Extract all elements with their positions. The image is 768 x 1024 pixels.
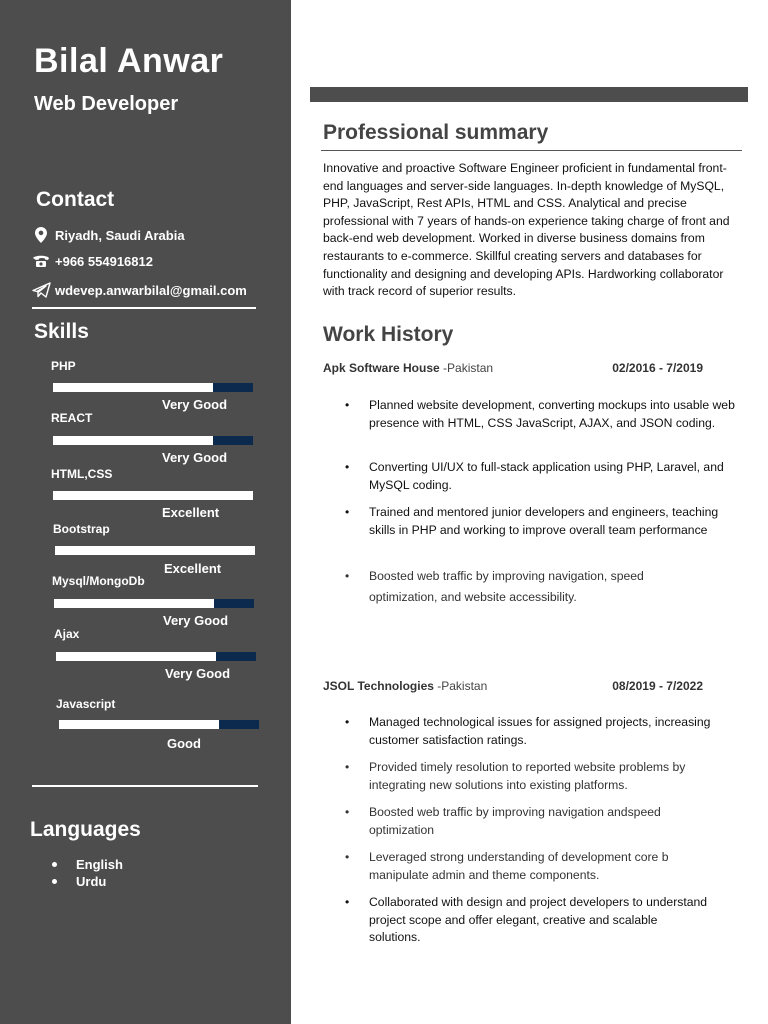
contact-email — [30, 282, 247, 298]
location-text: Riyadh, Saudi Arabia — [55, 227, 185, 243]
contact-location — [30, 227, 185, 243]
job-dates: 02/2016 - 7/2019 — [612, 361, 703, 375]
bullet-icon — [52, 879, 57, 884]
list-item: • Provided timely resolution to reported website problems by integrating new solutions into existing platforms. — [345, 760, 686, 792]
bullet-icon — [52, 862, 57, 867]
skill-bar — [53, 436, 253, 445]
work-history-heading: Work History — [323, 323, 454, 346]
list-item: • Managed technological issues for assigned projects, increasing customer satisfaction ratings. — [345, 715, 711, 747]
skill-rating: Very Good — [165, 666, 231, 681]
skill-bar — [53, 491, 253, 500]
skill-name: Ajax — [54, 627, 80, 641]
skill-rating: Excellent — [164, 561, 222, 576]
language-item: English — [52, 856, 123, 873]
language-item: Urdu — [52, 873, 123, 890]
skills-heading: Skills — [34, 320, 89, 343]
skill-bar-fill — [213, 436, 253, 445]
skill-name: HTML,CSS — [51, 467, 113, 481]
skill-bar-fill — [213, 383, 253, 392]
list-item: • Trained and mentored junior developers and engineers, teaching skills in PHP and working to improve overall team performance — [345, 505, 719, 537]
summary-text: Innovative and proactive Software Engineer proficient in fundamental front-end languages and server-side languages. In-depth knowledge of MySQL, PHP, JavaScript, Rest APIs, HTML and CSS. Analytical and precise professional with 7 years of hands-on experience taking charge of front and back-end web development. Worked in diverse business domains from restaurants to e-commerce. Skillful creating servers and databases for functionality and designing and developing APIs. Hardworking collaborator with track record of superior results. — [323, 161, 730, 299]
list-item: • Boosted web traffic by improving navigation andspeed optimization — [345, 805, 661, 837]
company-name: Apk Software House — [323, 361, 440, 375]
contact-heading: Contact — [36, 188, 115, 211]
skill-bar — [55, 546, 255, 555]
skills-divider — [32, 785, 258, 787]
languages-list — [52, 856, 123, 890]
skill-bar — [54, 599, 254, 608]
job-title: Web Developer — [34, 93, 179, 115]
sidebar — [0, 0, 291, 1024]
contact-divider — [32, 307, 256, 309]
phone-icon — [30, 255, 52, 268]
skill-bar — [59, 720, 259, 729]
summary-heading: Professional summary — [323, 121, 549, 144]
list-item: • Converting UI/UX to full-stack application using PHP, Laravel, and MySQL coding. — [345, 460, 724, 492]
email-text: wdevep.anwarbilal@gmail.com — [55, 282, 247, 298]
skill-rating: Very Good — [162, 450, 228, 465]
list-item: • Planned website development, converting mockups into usable web presence with HTML, CSS JavaScript, AJAX, and JSON coding. — [345, 398, 735, 430]
skill-name: Mysql/MongoDb — [52, 574, 145, 588]
job-dates: 08/2019 - 7/2022 — [612, 679, 703, 693]
skill-name: Bootstrap — [53, 522, 110, 536]
contact-phone — [30, 254, 153, 269]
skill-rating: Very Good — [163, 613, 229, 628]
job-header — [323, 361, 703, 375]
skill-name: PHP — [51, 359, 76, 373]
skill-rating: Very Good — [162, 397, 228, 412]
languages-heading: Languages — [30, 818, 141, 841]
phone-text: +966 554916812 — [55, 254, 153, 269]
list-item: • Leveraged strong understanding of development core b manipulate admin and theme components. — [345, 850, 669, 882]
company-location: -Pakistan — [433, 679, 488, 693]
company-name: JSOL Technologies — [323, 679, 434, 693]
skill-bar — [53, 383, 253, 392]
skill-bar-fill — [216, 652, 256, 661]
list-item: • Boosted web traffic by improving navigation, speed optimization, and website accessibility. — [345, 569, 644, 604]
summary-divider — [321, 150, 742, 151]
candidate-name: Bilal Anwar — [34, 42, 224, 80]
skill-bar-fill — [214, 599, 254, 608]
paper-plane-icon — [30, 282, 52, 298]
location-pin-icon — [30, 227, 52, 243]
skill-bar — [56, 652, 256, 661]
list-item: • Collaborated with design and project developers to understand project scope and offer elegant, creative and scalable solutions. — [345, 895, 708, 944]
skill-name: REACT — [51, 411, 93, 425]
skill-rating: Excellent — [162, 505, 220, 520]
company-location: -Pakistan — [439, 361, 494, 375]
skill-bar-fill — [219, 720, 259, 729]
job-header — [323, 679, 703, 693]
skill-name: Javascript — [56, 697, 116, 711]
header-bar — [310, 87, 748, 102]
skill-rating: Good — [167, 736, 201, 751]
